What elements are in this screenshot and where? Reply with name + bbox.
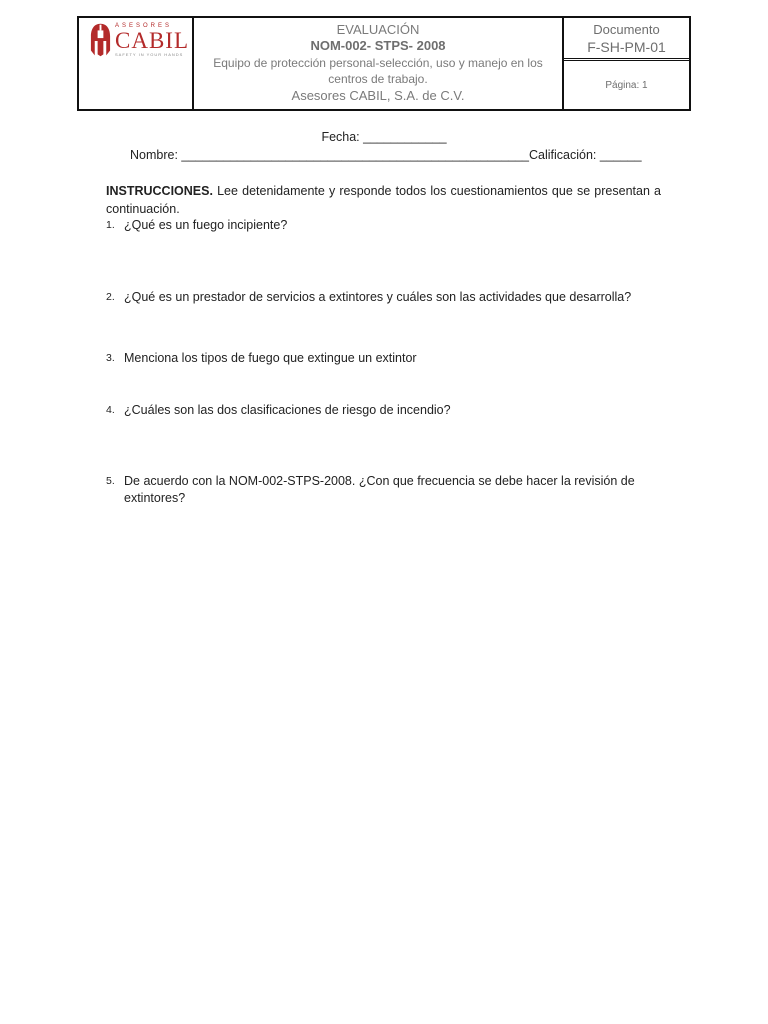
fecha-field: Fecha: ____________ xyxy=(321,130,447,144)
helmet-icon xyxy=(89,21,112,59)
doc-code: F-SH-PM-01 xyxy=(587,39,666,55)
cabil-logo xyxy=(89,21,189,61)
question-item xyxy=(106,289,661,306)
question-text: ¿Cuáles son las dos clasificaciones de riesgo de incendio? xyxy=(124,403,451,417)
doc-id-box xyxy=(564,18,689,61)
question-number: 5. xyxy=(106,475,115,487)
question-text: ¿Qué es un fuego incipiente? xyxy=(124,218,288,232)
question-number: 3. xyxy=(106,352,115,364)
document-header xyxy=(77,16,691,111)
question-text: Menciona los tipos de fuego que extingue un extintor xyxy=(124,351,417,365)
document-description: Equipo de protección personal-selección, uso y manejo en los centros de trabajo. xyxy=(213,56,543,86)
question-item xyxy=(106,217,661,234)
title-cell xyxy=(194,18,564,109)
document-title: EVALUACIÓN xyxy=(336,22,420,37)
question-number: 2. xyxy=(106,291,115,303)
doc-info-cell xyxy=(564,18,689,109)
instructions-text: Lee detenidamente y responde todos los cuestionamientos que se presentan a continuación. xyxy=(106,184,661,216)
doc-label: Documento xyxy=(593,22,660,37)
company-name: Asesores CABIL, S.A. de C.V. xyxy=(291,88,465,103)
norm-code: NOM-002- STPS- 2008 xyxy=(310,38,446,53)
question-number: 4. xyxy=(106,404,115,416)
logo-top-text: ASESORES xyxy=(115,23,173,29)
nombre-calificacion-field: Nombre: __________________________________________________Calificación: ______ xyxy=(130,148,642,162)
logo-tagline: SAFETY IN YOUR HANDS xyxy=(115,52,184,57)
question-text: De acuerdo con la NOM-002-STPS-2008. ¿Con que frecuencia se debe hacer la revisión de extintores? xyxy=(124,474,635,505)
question-text: ¿Qué es un prestador de servicios a extintores y cuáles son las actividades que desarrolla? xyxy=(124,290,632,304)
instructions-label: INSTRUCCIONES. xyxy=(106,184,213,198)
logo-cell xyxy=(79,18,194,109)
instructions xyxy=(106,182,661,218)
logo-brand: CABIL xyxy=(115,28,189,53)
page-number: Página: 1 xyxy=(605,79,648,91)
question-item xyxy=(106,402,661,419)
question-number: 1. xyxy=(106,219,115,231)
question-item xyxy=(106,473,661,507)
question-item xyxy=(106,350,661,367)
